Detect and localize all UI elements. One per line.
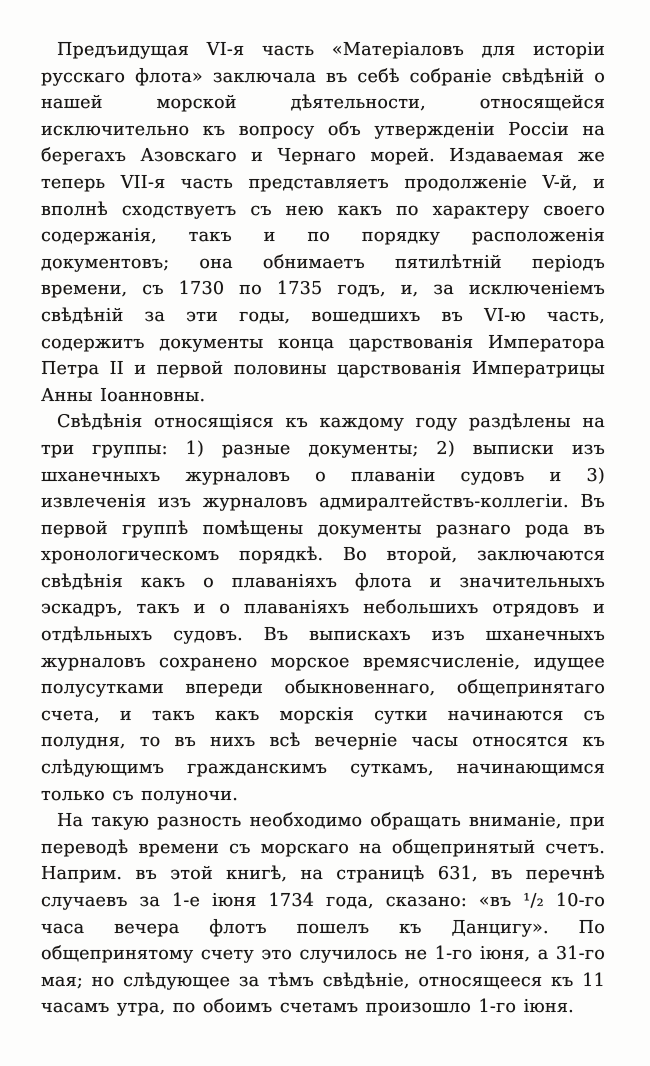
paragraph-preface-3: На такую разность необходимо обращать вниманіе, при переводѣ времени съ морскаго на общепринятый счетъ. Наприм. въ этой книгѣ, на страницѣ 631, въ перечнѣ случаевъ за 1-е іюня 1734 года, сказано: «въ ¹/₂ 10-го часа вечера флотъ пошелъ къ Данцигу». По общепринятому счету это случилось не 1-го іюня, а 31-го мая; но слѣдующее за тѣмъ свѣдѣніе, относящееся къ 11 часамъ утра, по обоимъ счетамъ произошло 1-го іюня.	[41, 811, 605, 1018]
paragraph-preface-1: Предъидущая VI-я часть «Матеріаловъ для исторіи русскаго флота» заключала въ себѣ собраніе свѣдѣній о нашей морской дѣятельности, относящейся исключительно къ вопросу объ утвержденіи Россіи на берегахъ Азовскаго и Чернаго морей. Издаваемая же теперь VII-я часть представляетъ продолженіе V-й, и вполнѣ сходствуетъ съ нею какъ по характеру своего содержанія, такъ и по порядку расположенія документовъ; она обнимаетъ пятилѣтній періодъ времени, съ 1730 по 1735 годъ, и, за исключеніемъ свѣдѣній за эти годы, вошедшихъ въ VI-ю часть, содержитъ документы конца царствованія Императора Петра II и первой половины царствованія Императрицы Анны Іоанновны.	[41, 40, 605, 406]
paragraph-preface-2: Свѣдѣнія относящіяся къ каждому году раздѣлены на три группы: 1) разные документы; 2) выписки изъ шханечныхъ журналовъ о плаваніи судовъ и 3) извлеченія изъ журналовъ адмиралтействъ-коллегіи. Въ первой группѣ помѣщены документы разнаго рода въ хронологическомъ порядкѣ. Во второй, заключаются свѣдѣнія какъ о плаваніяхъ флота и значительныхъ эскадръ, такъ и о плаваніяхъ небольшихъ отрядовъ и отдѣльныхъ судовъ. Въ выпискахъ изъ шханечныхъ журналовъ сохранено морское времясчисленіе, идущее полусутками впереди обыкновеннаго, общепринятаго счета, и такъ какъ морскія сутки начинаются съ полудня, то въ нихъ всѣ вечерніе часы относятся къ слѣдующимъ гражданскимъ суткамъ, начинающимся только съ полуночи.	[41, 412, 605, 805]
